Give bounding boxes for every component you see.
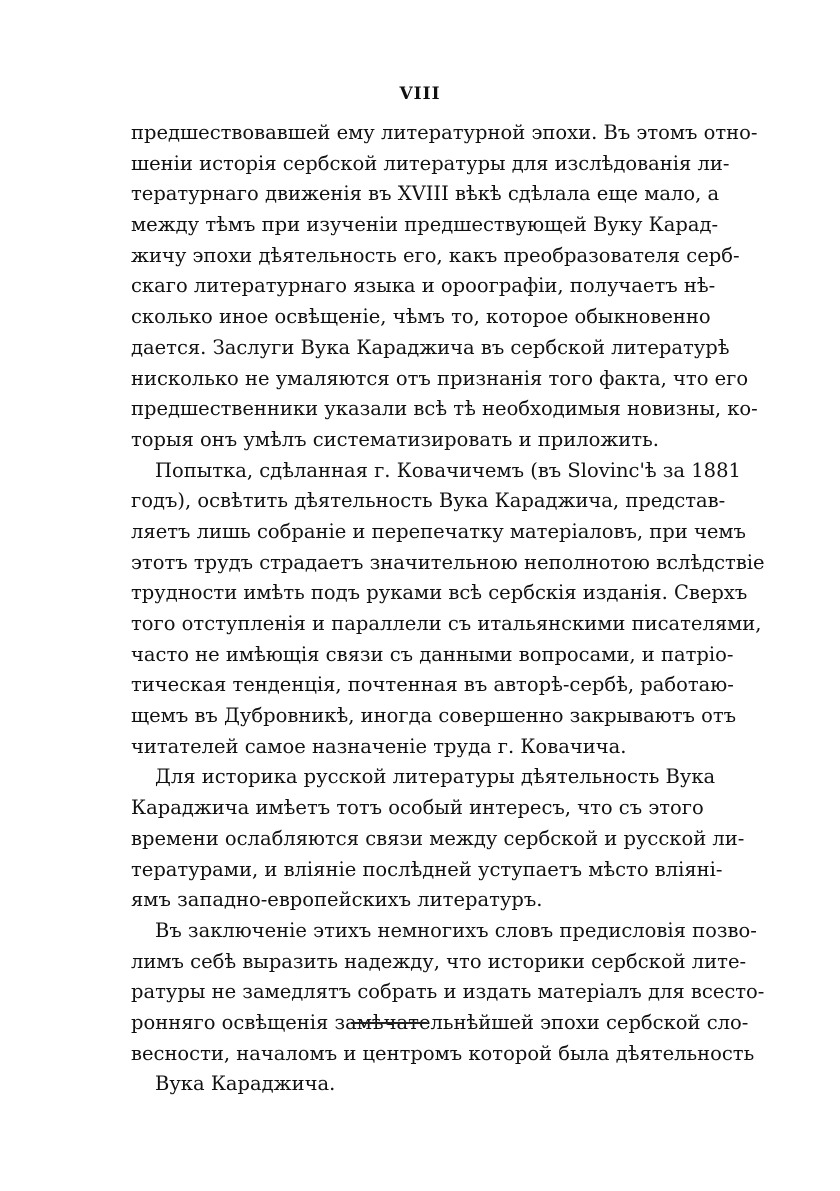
text-line: этотъ трудъ страдаетъ значительною неполнотою вслѣдствіе bbox=[131, 550, 765, 574]
text-line: Въ заключеніе этихъ немногихъ словъ предисловія позво- bbox=[155, 918, 757, 942]
text-line: торыя онъ умѣлъ систематизировать и приложить. bbox=[131, 427, 659, 451]
text-line: жичу эпохи дѣятельность его, какъ преобразователя серб- bbox=[131, 243, 740, 267]
text-line: тературами, и вліяніе послѣдней уступаетъ мѣсто вліяні- bbox=[131, 857, 723, 881]
paragraph-2 bbox=[131, 456, 765, 763]
page-number: VIII bbox=[399, 84, 441, 104]
text-line: Попытка, сдѣланная г. Ковачичемъ (въ Slovinc'ѣ за 1881 bbox=[155, 458, 741, 482]
text-line: ляетъ лишь собраніе и перепечатку матеріаловъ, при чемъ bbox=[131, 519, 746, 543]
text-line: ратуры не замедлятъ собрать и издать матеріалъ для всесто- bbox=[131, 980, 765, 1004]
text-line: того отступленія и параллели съ итальянскими писателями, bbox=[131, 612, 762, 635]
text-line: тическая тенденція, почтенная въ авторѣ-сербѣ, работаю- bbox=[131, 673, 734, 697]
paragraph-4 bbox=[131, 916, 765, 1100]
text-line: нисколько не умаляются отъ признанія того факта, что его bbox=[131, 366, 749, 390]
text-line: Вука Караджича. bbox=[155, 1072, 336, 1096]
body-text bbox=[131, 118, 765, 1100]
text-line: Караджича имѣетъ тотъ особый интересъ, что съ этого bbox=[131, 796, 704, 820]
text-line: скаго литературнаго языка и ороографіи, получаетъ нѣ- bbox=[131, 274, 716, 298]
text-line: шеніи исторія сербской литературы для изслѣдованія ли- bbox=[131, 151, 730, 175]
text-line: времени ослабляются связи между сербской и русской ли- bbox=[131, 826, 745, 850]
text-line: щемъ въ Дубровникѣ, иногда совершенно закрываютъ отъ bbox=[131, 704, 737, 728]
text-line: часто не имѣющія связи съ данными вопросами, и патріо- bbox=[131, 642, 734, 666]
paragraph-3 bbox=[131, 762, 745, 915]
text-line: ямъ западно-европейскихъ литературъ. bbox=[131, 888, 543, 912]
text-line: годъ), освѣтить дѣятельность Вука Караджича, представ- bbox=[131, 489, 726, 513]
text-line: ронняго освѣщенія замѣчательнѣйшей эпохи сербской сло- bbox=[131, 1010, 749, 1034]
text-line: трудности имѣть подъ руками всѣ сербскія изданія. Сверхъ bbox=[131, 581, 748, 605]
end-rule-divider bbox=[351, 1022, 427, 1024]
text-line: сколько иное освѣщеніе, чѣмъ то, которое обыкновенно bbox=[131, 305, 711, 329]
text-line: лимъ себѣ выразить надежду, что историки сербской лите- bbox=[131, 949, 747, 973]
text-line: весности, началомъ и центромъ которой была дѣятельность bbox=[131, 1041, 755, 1065]
text-line: тературнаго движенія въ XVIII вѣкѣ сдѣлала еще мало, а bbox=[131, 182, 720, 206]
text-line: читателей самое назначеніе труда г. Ковачича. bbox=[131, 734, 627, 758]
text-line: дается. Заслуги Вука Караджича въ сербской литературѣ bbox=[131, 335, 730, 359]
paragraph-1 bbox=[131, 118, 758, 456]
text-line: предшественники указали всѣ тѣ необходимыя новизны, ко- bbox=[131, 397, 758, 421]
text-line: Для историка русской литературы дѣятельность Вука bbox=[155, 765, 716, 789]
text-line: между тѣмъ при изученіи предшествующей Вуку Карад- bbox=[131, 213, 719, 237]
text-line: предшествовавшей ему литературной эпохи. Въ этомъ отно- bbox=[131, 121, 758, 144]
